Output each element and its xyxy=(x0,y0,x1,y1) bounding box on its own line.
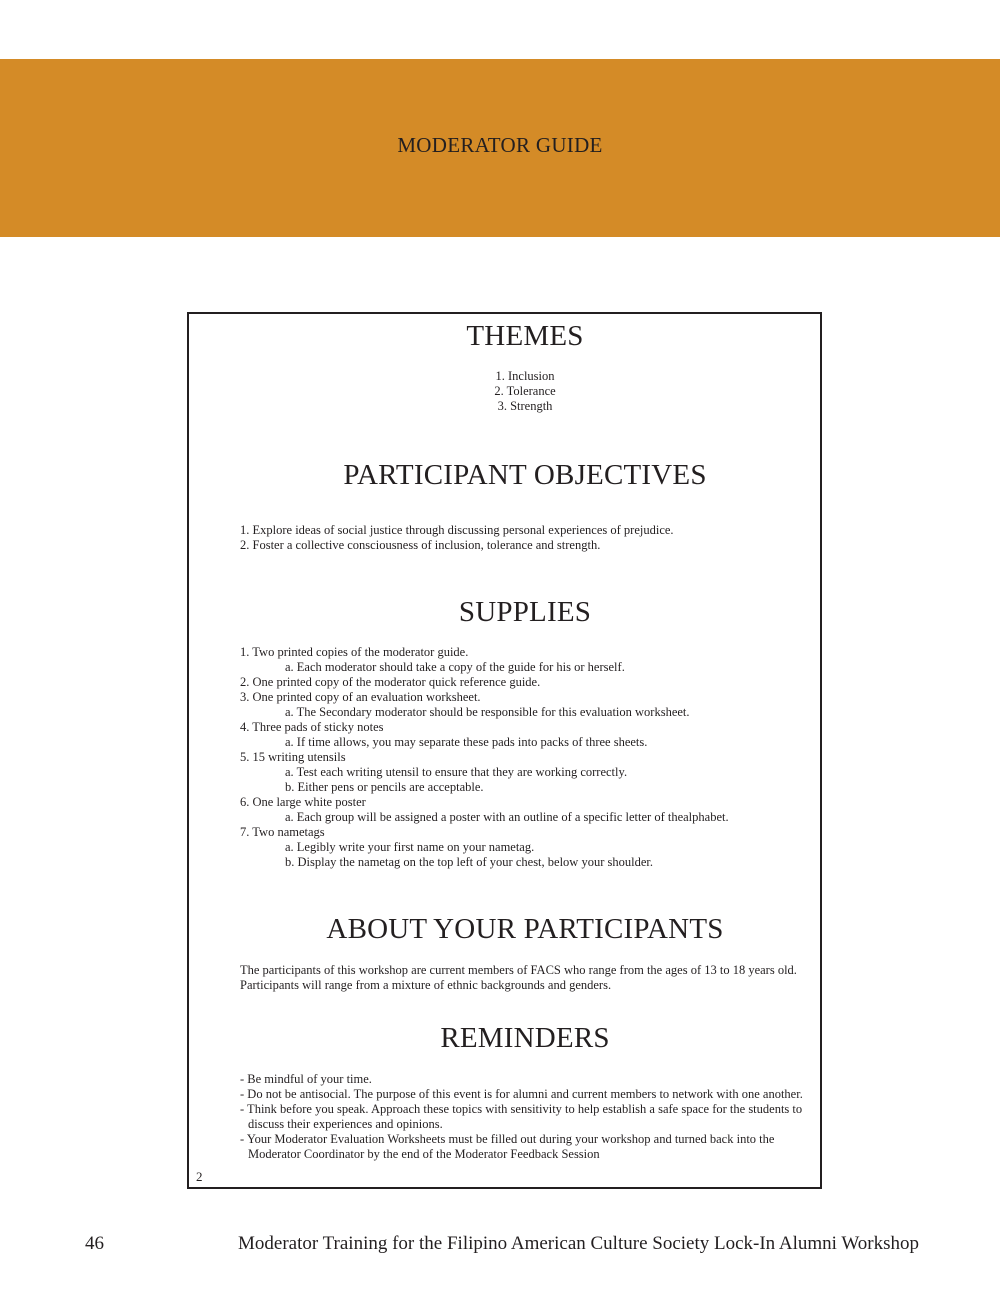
list-subitem: a. Each group will be assigned a poster with an outline of a specific letter of thealphabet. xyxy=(285,810,729,824)
list-subitem: a. Legibly write your first name on your nametag. xyxy=(285,840,535,854)
list-item: 2. Foster a collective consciousness of inclusion, tolerance and strength. xyxy=(240,538,601,552)
themes-list xyxy=(189,369,861,414)
list-item: - Be mindful of your time. xyxy=(240,1072,372,1086)
list-item: 6. One large white poster xyxy=(240,795,366,809)
supplies-list xyxy=(240,645,810,870)
list-subitem: a. Test each writing utensil to ensure that they are working correctly. xyxy=(285,765,628,779)
list-item-continuation: discuss their experiences and opinions. xyxy=(248,1117,443,1131)
list-subitem: a. Each moderator should take a copy of the guide for his or herself. xyxy=(285,660,625,674)
inner-page-number: 2 xyxy=(196,1169,203,1184)
list-item: 3. Strength xyxy=(497,399,553,413)
paragraph-line: Participants will range from a mixture of ethnic backgrounds and genders. xyxy=(240,978,612,992)
list-subitem: a. If time allows, you may separate these pads into packs of three sheets. xyxy=(285,735,648,749)
themes-heading: THEMES xyxy=(466,320,584,352)
list-item: 3. One printed copy of an evaluation worksheet. xyxy=(240,690,481,704)
footer-title: Moderator Training for the Filipino American Culture Society Lock-In Alumni Workshop xyxy=(238,1233,919,1254)
list-item: 1. Inclusion xyxy=(495,369,555,383)
list-item: 1. Two printed copies of the moderator guide. xyxy=(240,645,469,659)
list-subitem: b. Display the nametag on the top left of your chest, below your shoulder. xyxy=(285,855,653,869)
list-item: - Your Moderator Evaluation Worksheets must be filled out during your workshop and turned back into the xyxy=(240,1132,775,1146)
list-item: 5. 15 writing utensils xyxy=(240,750,346,764)
participants-text xyxy=(240,963,810,993)
list-item: 1. Explore ideas of social justice through discussing personal experiences of prejudice. xyxy=(240,523,674,537)
objectives-heading: PARTICIPANT OBJECTIVES xyxy=(343,459,707,491)
participants-heading: ABOUT YOUR PARTICIPANTS xyxy=(326,913,724,945)
footer-page-number: 46 xyxy=(85,1233,104,1254)
list-item: 2. Tolerance xyxy=(494,384,556,398)
list-item: - Think before you speak. Approach these topics with sensitivity to help establish a safe space for the students to xyxy=(240,1102,803,1116)
objectives-list xyxy=(240,523,810,553)
list-item: 7. Two nametags xyxy=(240,825,325,839)
paragraph-line: The participants of this workshop are current members of FACS who range from the ages of 13 to 18 years old. xyxy=(240,963,797,977)
reminders-list xyxy=(240,1072,810,1162)
reminders-heading: REMINDERS xyxy=(440,1022,610,1054)
list-item: 2. One printed copy of the moderator quick reference guide. xyxy=(240,675,541,689)
list-subitem: b. Either pens or pencils are acceptable. xyxy=(285,780,484,794)
content-frame xyxy=(187,312,822,1189)
supplies-heading: SUPPLIES xyxy=(458,596,592,628)
list-item: 4. Three pads of sticky notes xyxy=(240,720,384,734)
page-title: MODERATOR GUIDE xyxy=(397,133,603,157)
list-item-continuation: Moderator Coordinator by the end of the Moderator Feedback Session xyxy=(248,1147,600,1161)
list-item: - Do not be antisocial. The purpose of this event is for alumni and current members to network with one another. xyxy=(240,1087,803,1101)
list-subitem: a. The Secondary moderator should be responsible for this evaluation worksheet. xyxy=(285,705,690,719)
